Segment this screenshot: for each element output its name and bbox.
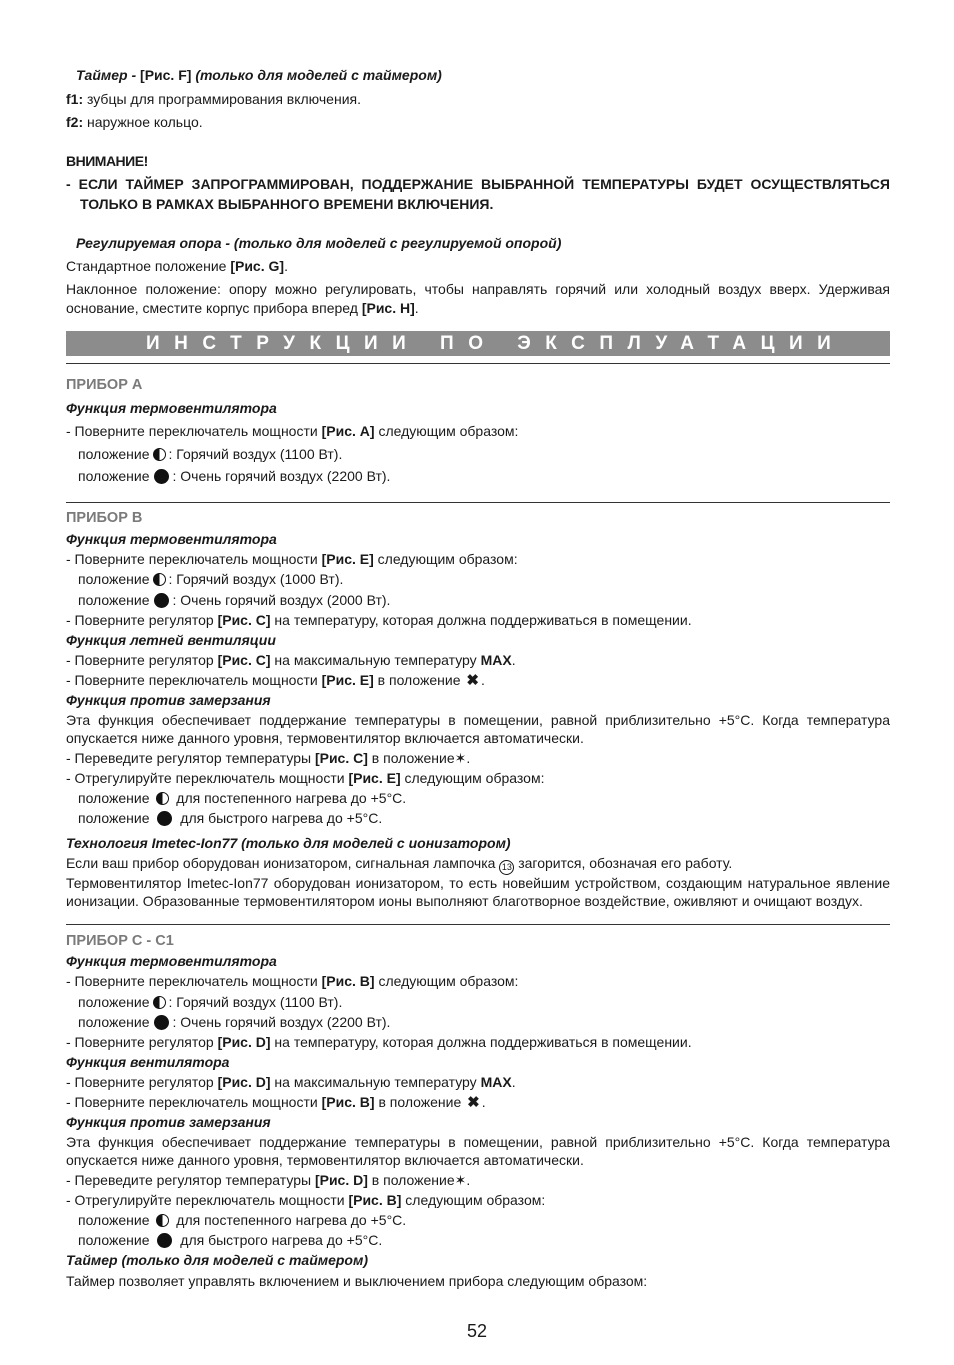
- device-a-step-1: - Поверните переключатель мощности [Рис. A] следующим образом:: [66, 423, 519, 439]
- device-b-frost-slow: положение для постепенного нагрева до +5°C.: [78, 790, 407, 806]
- stand-tilt-line-1: Наклонное положение: опору можно регулировать, чтобы направлять горячий или холодный воздух вверх. Удерживая: [66, 281, 890, 297]
- device-c-function-frost: Функция против замерзания: [66, 1114, 271, 1130]
- full-power-icon: [154, 469, 169, 484]
- timer-f2: f2: наружное кольцо.: [66, 114, 203, 130]
- device-b-function-frost: Функция против замерзания: [66, 692, 271, 708]
- device-a-pos-very-hot: положение : Очень горячий воздух (2200 Вт).: [78, 468, 391, 484]
- warning-line-2: ТОЛЬКО В РАМКАХ ВЫБРАННОГО ВРЕМЕНИ ВКЛЮЧЕНИЯ.: [80, 196, 494, 212]
- stand-standard: Стандартное положение [Рис. G].: [66, 258, 288, 274]
- device-b-summer-1: - Поверните регулятор [Рис. C] на максимальную температуру MAX.: [66, 652, 516, 668]
- device-b-pos-hot: положение : Горячий воздух (1000 Вт).: [78, 571, 344, 587]
- indicator-13-icon: 13: [499, 860, 514, 875]
- device-c-fan-1: - Поверните регулятор [Рис. D] на максимальную температуру MAX.: [66, 1074, 516, 1090]
- device-b-ion-line-1: Если ваш прибор оборудован ионизатором, сигнальная лампочка 13 загорится, обозначая его работу.: [66, 854, 732, 875]
- device-c-pos-very-hot: положение : Очень горячий воздух (2200 Вт).: [78, 1014, 391, 1030]
- timer-f1: f1: зубцы для программирования включения.: [66, 91, 361, 107]
- device-b-frost-line-2: опускается ниже данного уровня, термовентилятор включается автоматически.: [66, 730, 584, 746]
- section-banner-title: ИНСТРУКЦИИ ПО ЭКСПЛУАТАЦИИ: [146, 333, 846, 354]
- device-b-function-summer: Функция летней вентиляции: [66, 632, 276, 648]
- device-b-function-heat: Функция термовентилятора: [66, 531, 277, 547]
- device-c-fan-2: - Поверните переключатель мощности [Рис. B] в положение ✖ .: [66, 1094, 486, 1111]
- device-a-function: Функция термовентилятора: [66, 400, 277, 416]
- device-c-frost-slow: положение для постепенного нагрева до +5°C.: [78, 1212, 407, 1228]
- timer-heading: Таймер - [Рис. F] (только для моделей с таймером): [76, 67, 442, 83]
- page-number: 52: [466, 1321, 488, 1341]
- half-power-icon: [156, 792, 169, 805]
- device-c-timer-heading: Таймер (только для моделей с таймером): [66, 1252, 369, 1268]
- half-power-icon: [153, 996, 166, 1009]
- warning-line-1: - ЕСЛИ ТАЙМЕР ЗАПРОГРАММИРОВАН, ПОДДЕРЖАНИЕ ВЫБРАННОЙ ТЕМПЕРАТУРЫ БУДЕТ ОСУЩЕСТВЛЯТЬСЯ: [66, 176, 890, 192]
- device-b-ion-line-2: Термовентилятор Imetec-Ion77 оборудован ионизатором, то есть новейшим устройством, создающим натуральное явление: [66, 875, 890, 891]
- device-c-title: ПРИБОР C - C1: [66, 933, 174, 949]
- device-b-step-2: - Поверните регулятор [Рис. C] на температуру, которая должна поддерживаться в помещении.: [66, 612, 692, 628]
- device-b-pos-very-hot: положение : Очень горячий воздух (2000 Вт).: [78, 592, 391, 608]
- frost-icon: ✶: [454, 1172, 467, 1188]
- frost-icon: ✶: [454, 750, 467, 766]
- divider: [66, 924, 890, 925]
- stand-tilt-line-2: основание, сместите корпус прибора вперед [Рис. H].: [66, 300, 419, 316]
- device-c-frost-step-2: - Отрегулируйте переключатель мощности [Рис. B] следующим образом:: [66, 1192, 546, 1208]
- warning-title: ВНИМАНИЕ!: [66, 153, 148, 169]
- device-c-step-1: - Поверните переключатель мощности [Рис. B] следующим образом:: [66, 973, 519, 989]
- device-c-function-fan: Функция вентилятора: [66, 1054, 230, 1070]
- device-b-frost-fast: положение для быстрого нагрева до +5°C.: [78, 810, 383, 826]
- device-c-pos-hot: положение : Горячий воздух (1100 Вт).: [78, 994, 343, 1010]
- full-power-icon: [157, 811, 172, 826]
- device-c-frost-step-1: - Переведите регулятор температуры [Рис. D] в положение✶.: [66, 1172, 471, 1188]
- device-b-ion-heading: Технология Imetec-Ion77 (только для моделей с ионизатором): [66, 835, 511, 851]
- fan-icon: ✖: [466, 672, 479, 689]
- device-b-summer-2: - Поверните переключатель мощности [Рис. E] в положение ✖ .: [66, 672, 485, 689]
- device-c-function-heat: Функция термовентилятора: [66, 953, 277, 969]
- device-c-timer-text: Таймер позволяет управлять включением и выключением прибора следующим образом:: [66, 1273, 648, 1289]
- device-b-frost-line-1: Эта функция обеспечивает поддержание температуры в помещении, равной приблизительно +5°C. Когда температура: [66, 712, 890, 728]
- full-power-icon: [154, 593, 169, 608]
- stand-heading: Регулируемая опора - (только для моделей с регулируемой опорой): [76, 235, 562, 251]
- half-power-icon: [156, 1214, 169, 1227]
- device-b-step-1: - Поверните переключатель мощности [Рис. E] следующим образом:: [66, 551, 518, 567]
- divider: [66, 502, 890, 503]
- device-a-title: ПРИБОР A: [66, 377, 143, 393]
- half-power-icon: [153, 448, 166, 461]
- divider: [66, 363, 890, 364]
- fan-icon: ✖: [467, 1094, 480, 1111]
- device-c-frost-line-2: опускается ниже данного уровня, термовентилятор включается автоматически.: [66, 1152, 584, 1168]
- device-c-frost-line-1: Эта функция обеспечивает поддержание температуры в помещении, равной приблизительно +5°C. Когда температура: [66, 1134, 890, 1150]
- full-power-icon: [154, 1015, 169, 1030]
- device-b-title: ПРИБОР B: [66, 510, 143, 526]
- device-b-frost-step-1: - Переведите регулятор температуры [Рис. C] в положение✶.: [66, 750, 471, 766]
- half-power-icon: [153, 573, 166, 586]
- device-b-ion-line-3: ионизации. Образованные термовентилятором ионы выполняют благотворное воздействие, оживляют и очищают воздух.: [66, 893, 863, 909]
- device-c-step-2: - Поверните регулятор [Рис. D] на температуру, которая должна поддерживаться в помещении.: [66, 1034, 692, 1050]
- device-c-frost-fast: положение для быстрого нагрева до +5°C.: [78, 1232, 383, 1248]
- device-b-frost-step-2: - Отрегулируйте переключатель мощности [Рис. E] следующим образом:: [66, 770, 545, 786]
- device-a-pos-hot: положение : Горячий воздух (1100 Вт).: [78, 446, 343, 462]
- full-power-icon: [157, 1233, 172, 1248]
